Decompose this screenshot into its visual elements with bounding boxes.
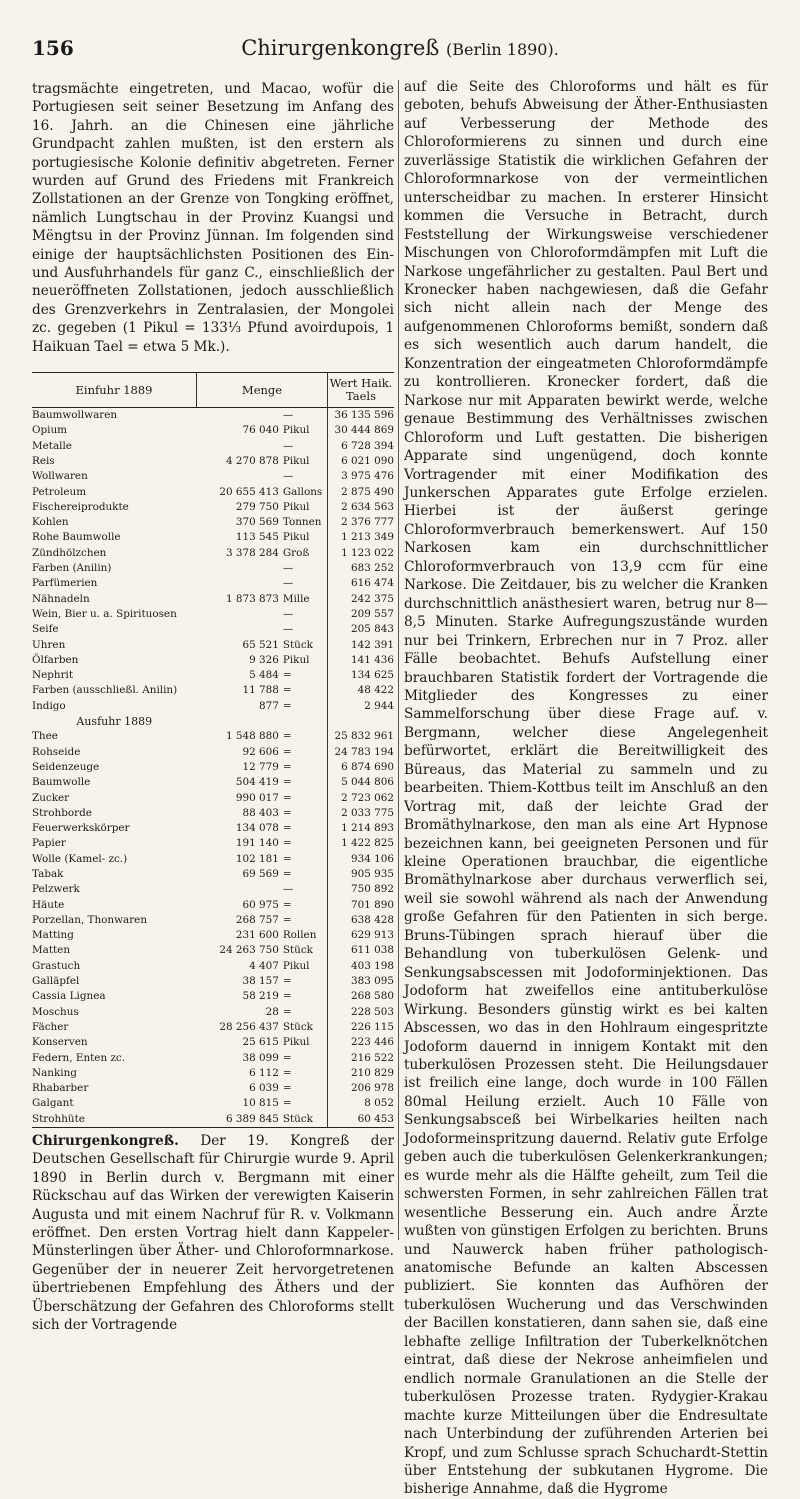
row-name: Feuerwerkskörper — [32, 822, 130, 835]
table-row — [32, 592, 394, 607]
table-row — [32, 638, 394, 653]
row-name: Galgant — [32, 1097, 74, 1110]
row-unit: = — [283, 836, 328, 851]
row-quantity — [197, 622, 283, 637]
row-unit: = — [283, 1096, 328, 1111]
table-row — [32, 576, 394, 591]
row-unit: Pikul — [283, 530, 328, 545]
row-quantity: 113 545 — [235, 531, 279, 544]
row-value: 616 474 — [351, 577, 394, 590]
import-rows — [32, 408, 394, 714]
row-unit: = — [283, 913, 328, 928]
row-name: Farben (ausschließl. Anilin) — [32, 684, 178, 697]
table-row — [32, 607, 394, 622]
row-quantity: 25 615 — [242, 1036, 279, 1049]
table-row — [32, 898, 394, 913]
table-row — [32, 1066, 394, 1081]
article-paragraph — [32, 1132, 394, 1334]
row-value: 2 376 777 — [341, 516, 394, 529]
table-row — [32, 1005, 394, 1020]
row-name: Häute — [32, 898, 65, 911]
row-quantity: 92 606 — [242, 745, 279, 758]
row-quantity — [197, 607, 283, 622]
row-unit: = — [283, 821, 328, 836]
table-row — [32, 959, 394, 974]
row-value: 750 892 — [351, 883, 394, 896]
row-quantity: 877 — [258, 699, 279, 712]
running-head-title: Chirurgenkongreß — [241, 36, 440, 60]
row-name: Zucker — [32, 791, 70, 804]
row-unit: — — [283, 469, 328, 484]
row-unit: Mille — [283, 592, 328, 607]
table-row — [32, 408, 394, 424]
row-unit: = — [283, 1005, 328, 1020]
row-quantity: 11 788 — [242, 684, 279, 697]
table-row — [32, 653, 394, 668]
row-value: 141 436 — [351, 653, 394, 666]
row-quantity — [197, 469, 283, 484]
row-quantity: 76 040 — [242, 424, 279, 437]
table-row — [32, 1020, 394, 1035]
table-row — [32, 928, 394, 943]
table-row — [32, 943, 394, 958]
table-row — [32, 867, 394, 882]
row-unit: — — [283, 561, 328, 576]
row-value: 629 913 — [351, 929, 394, 942]
row-name: Rohseide — [32, 745, 81, 758]
row-quantity: 58 219 — [242, 990, 279, 1003]
header-import: Einfuhr 1889 — [32, 373, 197, 408]
row-value: 2 944 — [364, 699, 394, 712]
table-row — [32, 1096, 394, 1111]
row-value: 242 375 — [351, 592, 394, 605]
row-value: 24 783 194 — [334, 745, 394, 758]
row-quantity: 38 157 — [242, 975, 279, 988]
row-value: 226 115 — [351, 1020, 394, 1033]
table-row — [32, 836, 394, 851]
table-row — [32, 989, 394, 1004]
row-unit: = — [283, 852, 328, 867]
running-head — [32, 36, 768, 60]
table-row — [32, 683, 394, 698]
row-unit: — — [283, 576, 328, 591]
row-name: Galläpfel — [32, 975, 80, 988]
row-name: Nephrit — [32, 669, 74, 682]
page-number: 156 — [32, 36, 74, 60]
table-row — [32, 561, 394, 576]
row-value: 1 214 893 — [341, 822, 394, 835]
row-value: 2 875 490 — [341, 485, 394, 498]
table-row — [32, 423, 394, 438]
row-name: Thee — [32, 730, 58, 743]
row-value: 2 033 775 — [341, 806, 394, 819]
row-value: 701 890 — [351, 898, 394, 911]
row-unit: = — [283, 683, 328, 698]
table-row — [32, 882, 394, 897]
row-name: Wollwaren — [32, 470, 88, 483]
table-row — [32, 469, 394, 484]
table-row — [32, 1051, 394, 1066]
row-unit: — — [283, 882, 328, 897]
table-row — [32, 1081, 394, 1096]
row-name: Petroleum — [32, 485, 87, 498]
row-name: Strohhüte — [32, 1112, 197, 1128]
row-unit: = — [283, 668, 328, 683]
table-row — [32, 622, 394, 637]
row-name: Nähnadeln — [32, 592, 90, 605]
row-unit: = — [283, 1051, 328, 1066]
row-value: 2 634 563 — [341, 500, 394, 513]
row-unit: Groß — [283, 546, 328, 561]
row-name: Strohborde — [32, 806, 92, 819]
trade-table — [32, 372, 394, 1128]
row-name: Moschus — [32, 1005, 79, 1018]
row-name: Federn, Enten zc. — [32, 1051, 126, 1064]
row-quantity: 3 378 284 — [225, 546, 279, 559]
row-quantity: 231 600 — [235, 929, 279, 942]
row-quantity: 38 099 — [242, 1051, 279, 1064]
row-name: Seidenzeuge — [32, 760, 100, 773]
row-value: 60 453 — [328, 1112, 395, 1128]
row-quantity: 6 389 845 — [197, 1112, 283, 1128]
row-quantity: 65 521 — [242, 638, 279, 651]
table-row — [32, 668, 394, 683]
row-quantity: 60 975 — [242, 898, 279, 911]
row-quantity: 1 548 880 — [225, 730, 279, 743]
row-name: Rohe Baumwolle — [32, 531, 121, 544]
table-row — [32, 821, 394, 836]
row-value: 2 723 062 — [341, 791, 394, 804]
table-row — [32, 745, 394, 760]
row-name: Zündhölzchen — [32, 546, 107, 559]
row-quantity: 4 407 — [249, 959, 279, 972]
article-start: Der 19. Kongreß der Deutschen Gesellschaft für Chirurgie wurde 9. April 1890 in Berlin durch v. Bergmann mit einer Rückschau auf das Wirken der verewigten Kaiserin Augusta und mit einem Nachruf für R. v. Volkmann eröffnet. Den ersten Vortrag hielt dann Kappeler-Münsterlingen über Äther- und Chloroformnarkose. Gegenüber der in neuerer Zeit hervorgetretenen übertriebenen Empfehlung des Äthers und der Überschätzung der Gefahren des Chloroforms stellt sich der Vortragende — [32, 1133, 394, 1334]
row-value: 205 843 — [351, 623, 394, 636]
row-name: Seife — [32, 623, 59, 636]
row-value: 30 444 869 — [334, 424, 394, 437]
row-unit: Stück — [283, 1020, 328, 1035]
row-unit: Rollen — [283, 928, 328, 943]
table-row — [32, 454, 394, 469]
row-value: 6 874 690 — [341, 760, 394, 773]
row-unit: — — [283, 439, 328, 454]
table-row — [32, 546, 394, 561]
row-quantity — [197, 439, 283, 454]
row-value: 905 935 — [351, 868, 394, 880]
row-unit: = — [283, 867, 328, 882]
row-unit: = — [283, 699, 328, 714]
row-quantity: 268 757 — [235, 913, 279, 926]
row-unit: Pikul — [283, 423, 328, 438]
header-quantity: Menge — [197, 373, 328, 408]
row-unit: = — [283, 974, 328, 989]
table-row — [32, 500, 394, 515]
row-value: 1 213 349 — [341, 531, 394, 544]
export-section-label: Ausfuhr 1889 — [76, 715, 153, 729]
row-value: 8 052 — [364, 1097, 394, 1110]
table-row — [32, 913, 394, 928]
row-name: Papier — [32, 837, 66, 850]
row-name: Nanking — [32, 1066, 77, 1079]
row-quantity: 69 569 — [242, 868, 279, 880]
row-value: 25 832 961 — [334, 730, 394, 743]
row-quantity — [197, 561, 283, 576]
row-quantity — [197, 408, 283, 424]
row-value: 268 580 — [351, 990, 394, 1003]
row-value: 683 252 — [351, 562, 394, 575]
row-value: 134 625 — [351, 669, 394, 682]
table-row — [32, 775, 394, 790]
table-row — [32, 530, 394, 545]
row-name: Fächer — [32, 1020, 69, 1033]
row-name: Ölfarben — [32, 653, 79, 666]
table-header-row — [32, 373, 394, 408]
row-value: 611 038 — [351, 944, 394, 957]
row-name: Reis — [32, 454, 55, 467]
row-name: Grastuch — [32, 959, 81, 972]
row-value: 206 978 — [351, 1082, 394, 1095]
intro-paragraph: tragsmächte eingetreten, und Macao, wofür die Portugiesen seit seiner Besetzung im Anfang des 16. Jahrh. an die Chinesen eine jährliche Grundpacht zahlen mußten, ist den erstern als portugiesische Kolonie definitiv abgetreten. Ferner wurden auf Grund des Friedens mit Frankreich Zollstationen an der Grenze von Tongking eröffnet, nämlich Lungtschau in der Provinz Kuangsi und Mëngtsu in der Provinz Jünnan. Im folgenden sind einige der hauptsächlichsten Positionen des Ein- und Ausfuhrhandels für ganz C., einschließlich der neueröffneten Zollstationen, jedoch ausschließlich des Grenzverkehrs in Zentralasien, der Mongolei zc. gegeben (1 Pikul = 133⅓ Pfund avoirdupois, 1 Haikuan Tael = etwa 5 Mk.). — [32, 81, 394, 355]
row-value: 216 522 — [351, 1051, 394, 1064]
row-quantity: 88 403 — [242, 806, 279, 819]
row-value: 1 422 825 — [341, 837, 394, 850]
row-name: Wein, Bier u. a. Spirituosen — [32, 607, 177, 620]
row-value: 210 829 — [351, 1066, 394, 1079]
right-paragraph: auf die Seite des Chloroforms und hält es für geboten, behufs Abweisung der Äther-Enthusiasten auf Verbesserung der Methode des Chloroformierens zu sinnen und durch eine zuverlässige Statistik die wirklichen Gefahren der Chloroformnarkose von der vermeintlichen unterscheidbar zu machen. In ersterer Hinsicht kommen die Versuche in Betracht, durch Feststellung der Wirkungsweise verschiedener Mischungen von Chloroformdämpfen mit Luft die Narkose ungefährlicher zu gestalten. Paul Bert und Kronecker haben nachgewiesen, daß die Gefahr sich nicht allein nach der Menge des aufgenommenen Chloroforms bemißt, sondern daß es sich wesentlich auch darum handelt, die Konzentration der eingeatmeten Chloroformdämpfe zu kontrollieren. Kronecker fordert, daß die Narkose nur mit Apparaten bewirkt werde, welche genaue Bestimmung des Verhältnisses zwischen Chloroform und Luft gestatten. Die bisherigen Apparate sind ungenügend, doch konnte Vortragender mit einer Modifikation des Junkerschen Apparates gute Erfolge erzielen. Hierbei ist der äußerst geringe Chloroformverbrauch bemerkenswert. Auf 150 Narkosen kam ein durchschnittlicher Chloroformverbrauch von 13,9 ccm für eine Narkose. Die Zeitdauer, bis zu welcher die Kranken durchschnittlich anästhesiert waren, betrug nur 8—8,5 Minuten. Starke Aufregungszustände wurden nur bei Trinkern, Erbrechen nur in 7 Proz. aller Fälle beobachtet. Behufs Aufstellung einer brauchbaren Statistik fordert der Vortragende die Mitglieder des Kongresses zu einer Sammelforschung über diese Frage auf. v. Bergmann, welcher diese Angelegenheit befürwortet, erklärt die Bereitwilligkeit des Büreaus, das Material zu sammeln und zu bearbeiten. Thiem-Kottbus teilt im Anschluß an den Vortrag mit, daß der leichte Grad der Bromäthylnarkose, den man als eine Art Hypnose bezeichnen kann, bei geeigneten Personen und für kleine Operationen brauchbar, die eigentliche Bromäthylnarkose aber durchaus verwerflich sei, weil sie sowohl während als nach der Anwendung große Gefahren für den Patienten in sich berge. Bruns-Tübingen sprach hierauf über die Behandlung von tuberkulösen Gelenk- und Senkungsabscessen mit Jodoforminjektionen. Das Jodoform hat zweifellos eine antituberkulöse Wirkung. Besonders günstig wirkt es bei kalten Abscessen, wo das in den Hohlraum eingespritzte Jodoform dauernd in innigem Kontakt mit den tuberkulösen Prozessen steht. Die Heilungsdauer ist freilich eine lange, doch wurde in 100 Fällen 80mal Heilung erzielt. Auch 10 Fälle von Senkungsabsceß bei Wirbelkaries heilten nach Jodoformeinspritzung dauernd. Relativ gute Erfolge geben auch die tuberkulösen Gelenkerkrankungen; es wurde mehr als die Hälfte geheilt, zum Teil die schwersten Formen, in sehr zahlreichen Fällen trat wesentliche Besserung ein. Auch andre Ärzte wußten von günstigen Erfolgen zu berichten. Bruns und Nauwerck haben früher pathologisch-anatomische Befunde an kalten Abscessen publiziert. Sie konnten das Aufhören der tuberkulösen Wucherung und das Verschwinden der Bacillen konstatieren, dann sahen sie, daß eine lebhafte zellige Infiltration der Tuberkelknötchen eintrat, daß diese der Nekrose anheimfielen und endlich normale Granulationen an die Stelle der tuberkulösen Prozesse traten. Rydygier-Krakau machte kurze Mitteilungen über die Endresultate nach Unterbindung der zuführenden Arterien bei Kropf, und zum Schlusse sprach Schuchardt-Stettin über Entstehung der subkutanen Hygrome. Die bisherige Annahme, daß die Hygrome — [404, 79, 768, 1498]
row-quantity: 9 326 — [249, 653, 279, 666]
row-quantity: 12 779 — [242, 760, 279, 773]
row-unit: Stück — [283, 638, 328, 653]
row-value: 142 391 — [351, 638, 394, 651]
column-divider — [398, 80, 399, 1240]
row-name: Metalle — [32, 439, 72, 452]
page-header — [32, 36, 768, 68]
row-quantity: 990 017 — [235, 791, 279, 804]
row-name: Parfümerien — [32, 577, 98, 590]
row-quantity: 20 655 413 — [219, 485, 279, 498]
row-quantity: 370 569 — [235, 516, 279, 529]
row-value: 383 095 — [351, 975, 394, 988]
row-quantity: 102 181 — [235, 852, 279, 865]
row-quantity: 4 270 878 — [225, 454, 279, 467]
row-unit: — — [283, 622, 328, 637]
row-value: 48 422 — [357, 684, 394, 697]
table-row — [32, 439, 394, 454]
row-unit: = — [283, 729, 328, 744]
row-quantity: 10 815 — [242, 1097, 279, 1110]
row-value: 5 044 806 — [341, 776, 394, 789]
row-unit: Stück — [283, 1112, 328, 1128]
row-quantity: 504 419 — [235, 776, 279, 789]
article-lead: Chirurgenkongreß. — [32, 1133, 179, 1150]
table-row — [32, 1112, 394, 1128]
row-unit: = — [283, 745, 328, 760]
row-name: Fischereiprodukte — [32, 500, 129, 513]
table-row — [32, 974, 394, 989]
row-quantity: 5 484 — [249, 669, 279, 682]
row-quantity: 28 — [265, 1005, 279, 1018]
row-value: 403 198 — [351, 959, 394, 972]
row-name: Baumwolle — [32, 776, 91, 789]
row-unit: = — [283, 806, 328, 821]
row-name: Matting — [32, 929, 74, 942]
row-unit: Gallons — [283, 485, 328, 500]
row-name: Wolle (Kamel- zc.) — [32, 852, 128, 865]
row-unit: Pikul — [283, 959, 328, 974]
row-name: Porzellan, Thonwaren — [32, 913, 148, 926]
row-quantity: 6 112 — [249, 1066, 279, 1079]
row-unit: = — [283, 989, 328, 1004]
row-unit: Pikul — [283, 500, 328, 515]
row-value: 36 135 596 — [334, 409, 394, 422]
running-head-subtitle: (Berlin 1890). — [446, 40, 559, 59]
row-unit: = — [283, 760, 328, 775]
row-value: 638 428 — [351, 913, 394, 926]
row-value: 934 106 — [351, 852, 394, 865]
row-quantity: 191 140 — [235, 837, 279, 850]
row-unit: = — [283, 1081, 328, 1096]
row-value: 6 021 090 — [341, 454, 394, 467]
row-quantity: 24 263 750 — [219, 944, 279, 957]
row-value: 3 975 476 — [341, 470, 394, 483]
table-row — [32, 729, 394, 744]
export-rows — [32, 729, 394, 1127]
row-unit: = — [283, 1066, 328, 1081]
row-name: Rhabarber — [32, 1082, 89, 1095]
row-unit: = — [283, 791, 328, 806]
row-name: Konserven — [32, 1036, 88, 1049]
row-name: Baumwollwaren — [32, 409, 118, 422]
row-unit: Pikul — [283, 454, 328, 469]
row-name: Tabak — [32, 868, 64, 880]
table-row — [32, 760, 394, 775]
row-quantity: 6 039 — [249, 1082, 279, 1095]
row-quantity: 134 078 — [235, 822, 279, 835]
row-quantity: 279 750 — [235, 500, 279, 513]
left-column — [32, 80, 394, 1335]
row-name: Cassia Lignea — [32, 990, 106, 1003]
row-unit: = — [283, 775, 328, 790]
row-value: 209 557 — [351, 607, 394, 620]
row-name: Pelzwerk — [32, 883, 80, 896]
row-name: Matten — [32, 944, 71, 957]
table-row — [32, 485, 394, 500]
row-value: 1 123 022 — [341, 546, 394, 559]
table-row — [32, 699, 394, 714]
row-name: Uhren — [32, 638, 66, 651]
export-section — [32, 714, 394, 729]
row-unit: Tonnen — [283, 515, 328, 530]
table-row — [32, 852, 394, 867]
row-name: Kohlen — [32, 516, 69, 529]
table-row — [32, 806, 394, 821]
table-row — [32, 1035, 394, 1050]
row-quantity — [197, 576, 283, 591]
row-quantity: 28 256 437 — [219, 1020, 279, 1033]
row-name: Indigo — [32, 699, 66, 712]
row-value: 223 446 — [351, 1036, 394, 1049]
row-unit: — — [283, 408, 328, 424]
row-unit: Pikul — [283, 653, 328, 668]
row-quantity — [197, 882, 283, 897]
section-row — [32, 714, 394, 729]
row-name: Opium — [32, 424, 68, 437]
header-value: Wert Haik. Taels — [328, 373, 395, 408]
row-value: 6 728 394 — [341, 439, 394, 452]
row-unit: Stück — [283, 943, 328, 958]
row-unit: — — [283, 607, 328, 622]
row-name: Farben (Anilin) — [32, 562, 112, 575]
table-row — [32, 515, 394, 530]
table-row — [32, 791, 394, 806]
row-unit: Pikul — [283, 1035, 328, 1050]
row-quantity: 1 873 873 — [225, 592, 279, 605]
row-unit: = — [283, 898, 328, 913]
right-column — [404, 78, 768, 1499]
row-value: 228 503 — [351, 1005, 394, 1018]
